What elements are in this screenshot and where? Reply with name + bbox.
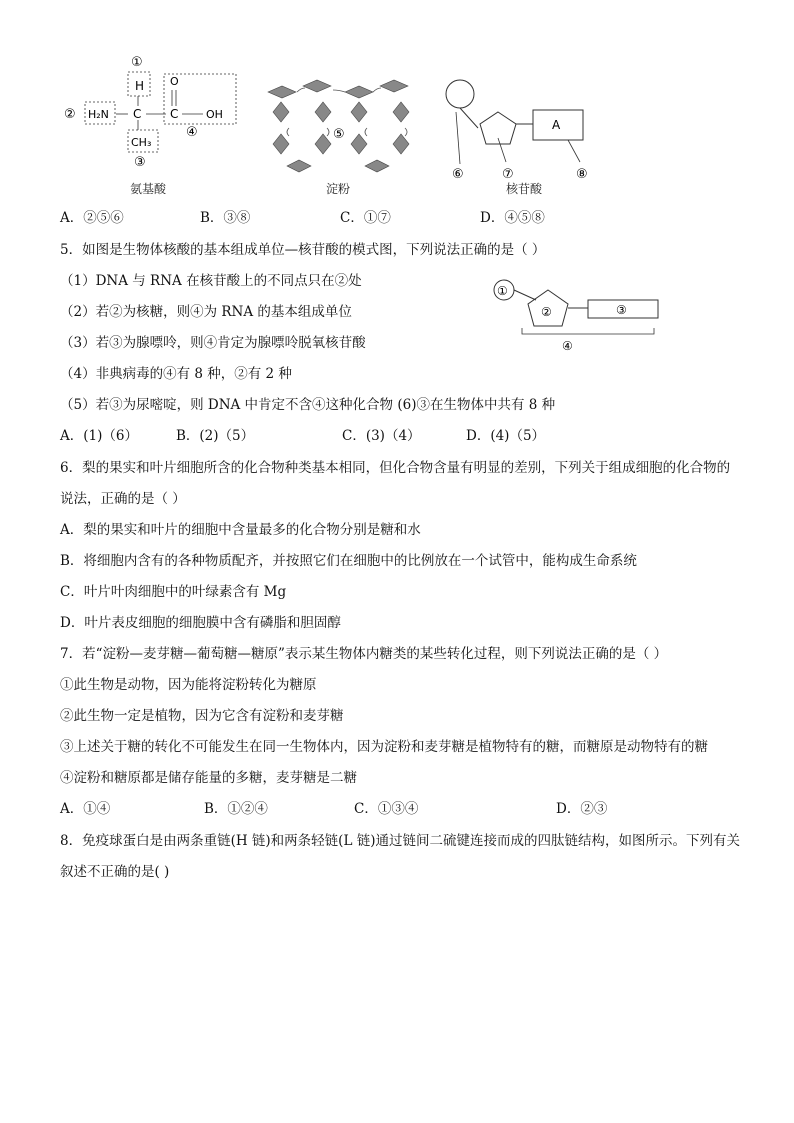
q4-figures [58, 50, 758, 200]
nucleotide-caption: 核苷酸 [506, 182, 543, 196]
starch-figure [263, 72, 423, 197]
q5-option-d[interactable]: D．(4)（5） [466, 428, 546, 444]
q5-nucleotide-figure [488, 276, 663, 356]
alpha-carbon: C [133, 107, 142, 121]
q4-option-b[interactable]: B．③⑧ [200, 210, 251, 226]
q4-option-a[interactable]: A．②⑤⑥ [60, 210, 124, 226]
mark-4: ④ [186, 125, 198, 140]
q7-item-4: ④淀粉和糖原都是储存能量的多糖，麦芽糖是二糖 [60, 770, 357, 786]
q5-item-4: （4）非典病毒的④有 8 种，②有 2 种 [60, 366, 292, 382]
q6-option-d[interactable]: D．叶片表皮细胞的细胞膜中含有磷脂和胆固醇 [60, 615, 341, 631]
mark-2: ② [64, 107, 76, 122]
q5-item-1: （1）DNA 与 RNA 在核苷酸上的不同点只在②处 [60, 273, 362, 289]
q8-stem-line-2: 叙述不正确的是( ) [60, 864, 170, 880]
q7-item-3: ③上述关于糖的转化不可能发生在同一生物体内，因为淀粉和麦芽糖是植物特有的糖，而糖原是动物特有的糖 [60, 739, 708, 755]
amino-acid-caption: 氨基酸 [130, 182, 167, 196]
q7-option-c[interactable]: C．①③④ [354, 801, 419, 817]
starch-caption: 淀粉 [326, 182, 351, 196]
mark-5: ⑤ [333, 127, 345, 142]
q5-mark-4: ④ [562, 339, 573, 353]
q7-option-b[interactable]: B．①②④ [204, 801, 268, 817]
q6-option-a[interactable]: A．梨的果实和叶片的细胞中含量最多的化合物分别是糖和水 [60, 522, 421, 538]
q5-stem: 5．如图是生物体核酸的基本组成单位—核苷酸的模式图，下列说法正确的是（ ） [60, 242, 546, 258]
q5-mark-3: ③ [616, 303, 627, 317]
q4-option-c[interactable]: C．①⑦ [340, 210, 391, 226]
q6-stem-line-1: 6．梨的果实和叶片细胞所含的化合物种类基本相同，但化合物含量有明显的差别，下列关于组成细胞的化合物的 [60, 460, 731, 476]
mark-6: ⑥ [452, 167, 464, 182]
mark-1: ① [131, 55, 143, 70]
h-atom: H [135, 79, 145, 93]
q5-item-5: （5）若③为尿嘧啶，则 DNA 中肯定不含④这种化合物 (6)③在生物体中共有 8 种 [60, 397, 556, 413]
q5-option-b[interactable]: B．(2)（5） [176, 428, 255, 444]
mark-3: ③ [134, 155, 146, 170]
q7-item-2: ②此生物一定是植物，因为它含有淀粉和麦芽糖 [60, 708, 344, 724]
q6-stem-line-2: 说法，正确的是（ ） [60, 491, 186, 507]
q8-stem-line-1: 8．免疫球蛋白是由两条重链(H 链)和两条轻链(L 链)通过链间二硫键连接而成的四肽链结构，如图所示。下列有关 [60, 833, 740, 849]
q6-option-c[interactable]: C．叶片叶肉细胞中的叶绿素含有 Mg [60, 584, 287, 600]
q5-mark-1: ① [497, 284, 508, 298]
methyl-group: CH₃ [131, 136, 152, 149]
amino-group: H₂N [88, 108, 109, 121]
q5-option-a[interactable]: A．(1)（6） [60, 428, 138, 444]
q7-option-a[interactable]: A．①④ [60, 801, 111, 817]
q5-item-2: （2）若②为核糖，则④为 RNA 的基本组成单位 [60, 304, 352, 320]
q5-item-3: （3）若③为腺嘌呤，则④肯定为腺嘌呤脱氧核苷酸 [60, 335, 366, 351]
q5-mark-2: ② [541, 305, 552, 319]
q4-option-d[interactable]: D．④⑤⑧ [480, 210, 545, 226]
q5-option-c[interactable]: C．(3)（4） [342, 428, 421, 444]
oxygen-atom: O [170, 75, 179, 88]
q6-option-b[interactable]: B．将细胞内含有的各种物质配齐，并按照它们在细胞中的比例放在一个试管中，能构成生命系统 [60, 553, 637, 569]
hydroxyl-group: OH [206, 108, 223, 121]
nucleotide-figure [438, 72, 608, 197]
mark-8: ⑧ [576, 167, 588, 182]
carboxyl-carbon: C [170, 107, 179, 121]
q7-stem: 7．若“淀粉—麦芽糖—葡萄糖—糖原”表示某生物体内糖类的某些转化过程，则下列说法正确的是（ ） [60, 646, 668, 662]
amino-acid-figure [58, 50, 258, 175]
mark-7: ⑦ [502, 167, 514, 182]
base-label: A [552, 118, 561, 132]
q7-option-d[interactable]: D．②③ [556, 801, 608, 817]
q7-item-1: ①此生物是动物，因为能将淀粉转化为糖原 [60, 677, 317, 693]
